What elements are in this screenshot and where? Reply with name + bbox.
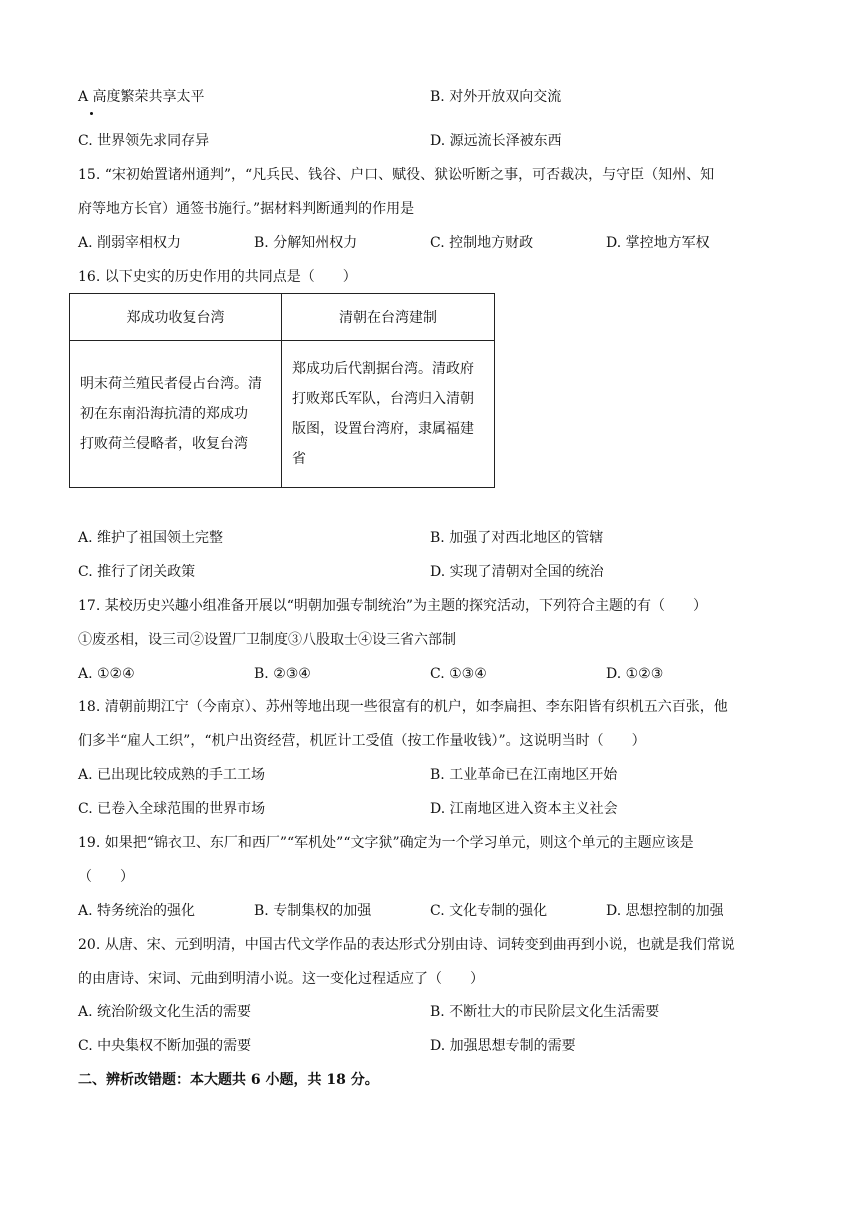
q17-stem: 17. 某校历史兴趣小组准备开展以“明朝加强专制统治”为主题的探究活动，下列符合主题的有（ ） xyxy=(78,598,708,614)
q15-option-a: A. 削弱宰相权力 xyxy=(78,235,182,251)
table-cell-right-line: 版图，设置台湾府，隶属福建 xyxy=(292,421,474,437)
table-header-right: 清朝在台湾建制 xyxy=(282,294,495,341)
q17-items: ①废丞相，设三司②设置厂卫制度③八股取士④设三省六部制 xyxy=(78,632,456,648)
q15-stem-line2: 府等地方长官）通签书施行。”据材料判断通判的作用是 xyxy=(78,201,415,217)
q15-option-d: D. 掌控地方军权 xyxy=(606,235,710,251)
q19-option-b: B. 专制集权的加强 xyxy=(254,903,372,919)
q17-option-b: B. ②③④ xyxy=(254,666,311,682)
table-cell-right-line: 郑成功后代割据台湾。清政府 xyxy=(292,361,474,377)
table-cell-left-line: 初在东南沿海抗清的郑成功 xyxy=(80,406,248,422)
q18-option-a: A. 已出现比较成熟的手工工场 xyxy=(78,767,266,783)
q17-option-d: D. ①②③ xyxy=(606,666,664,682)
q19-stem-line1: 19. 如果把“锦衣卫、东厂和西厂”“军机处”“文字狱”确定为一个学习单元，则这个单元的主题应该是 xyxy=(78,835,694,851)
q14-option-b: B. 对外开放双向交流 xyxy=(430,89,562,105)
table-header-left: 郑成功收复台湾 xyxy=(70,294,282,341)
q16-stem: 16. 以下史实的历史作用的共同点是（ ） xyxy=(78,269,357,285)
q16-option-a: A. 维护了祖国领土完整 xyxy=(78,530,224,546)
q14-option-d: D. 源远流长泽被东西 xyxy=(430,133,562,149)
q20-stem-line1: 20. 从唐、宋、元到明清，中国古代文学作品的表达形式分别由诗、词转变到曲再到小说，也就是我们常说 xyxy=(78,937,735,953)
q18-option-d: D. 江南地区进入资本主义社会 xyxy=(430,801,618,817)
table-cell-left xyxy=(70,341,282,488)
q19-option-c: C. 文化专制的强化 xyxy=(430,903,548,919)
q16-comparison-table xyxy=(69,293,495,488)
q14-option-c: C. 世界领先求同存异 xyxy=(78,133,210,149)
q18-option-b: B. 工业革命已在江南地区开始 xyxy=(430,767,618,783)
q16-option-b: B. 加强了对西北地区的管辖 xyxy=(430,530,604,546)
q16-option-c: C. 推行了闭关政策 xyxy=(78,564,196,580)
q19-option-d: D. 思想控制的加强 xyxy=(606,903,724,919)
q18-option-c: C. 已卷入全球范围的世界市场 xyxy=(78,801,266,817)
q15-option-b: B. 分解知州权力 xyxy=(254,235,358,251)
q19-stem-line2: （ ） xyxy=(78,869,134,885)
q18-stem-line1: 18. 清朝前期江宁（今南京）、苏州等地出现一些很富有的机户，如李扁担、李东阳皆有织机五六百张，他 xyxy=(78,699,728,715)
q14-option-a: A 高度繁荣共享太平 xyxy=(78,89,205,105)
q18-stem-line2: 们多半“雇人工织”，“机户出资经营，机匠计工受值（按工作量收钱）”。这说明当时（ ） xyxy=(78,733,646,749)
table-cell-right xyxy=(282,341,495,488)
q15-option-c: C. 控制地方财政 xyxy=(430,235,534,251)
table-cell-left-line: 明末荷兰殖民者侵占台湾。清 xyxy=(80,376,262,392)
table-cell-right-line: 省 xyxy=(292,451,306,467)
q17-option-c: C. ①③④ xyxy=(430,666,487,682)
q19-option-a: A. 特务统治的强化 xyxy=(78,903,196,919)
q20-stem-line2: 的由唐诗、宋词、元曲到明清小说。这一变化过程适应了（ ） xyxy=(78,971,484,987)
stray-dot-mark xyxy=(90,112,93,115)
q15-stem-line1: 15. “宋初始置诸州通判”，“凡兵民、钱谷、户口、赋役、狱讼听断之事，可否裁决，与守臣（知州、知 xyxy=(78,167,715,183)
q20-option-b: B. 不断壮大的市民阶层文化生活需要 xyxy=(430,1004,660,1020)
table-cell-right-line: 打败郑氏军队，台湾归入清朝 xyxy=(292,391,474,407)
q17-option-a: A. ①②④ xyxy=(78,666,135,682)
table-cell-left-line: 打败荷兰侵略者，收复台湾 xyxy=(80,436,248,452)
q20-option-d: D. 加强思想专制的需要 xyxy=(430,1038,576,1054)
section2-heading: 二、辨析改错题：本大题共 6 小题，共 18 分。 xyxy=(78,1072,379,1088)
q16-option-d: D. 实现了清朝对全国的统治 xyxy=(430,564,604,580)
q20-option-c: C. 中央集权不断加强的需要 xyxy=(78,1038,252,1054)
q20-option-a: A. 统治阶级文化生活的需要 xyxy=(78,1004,252,1020)
